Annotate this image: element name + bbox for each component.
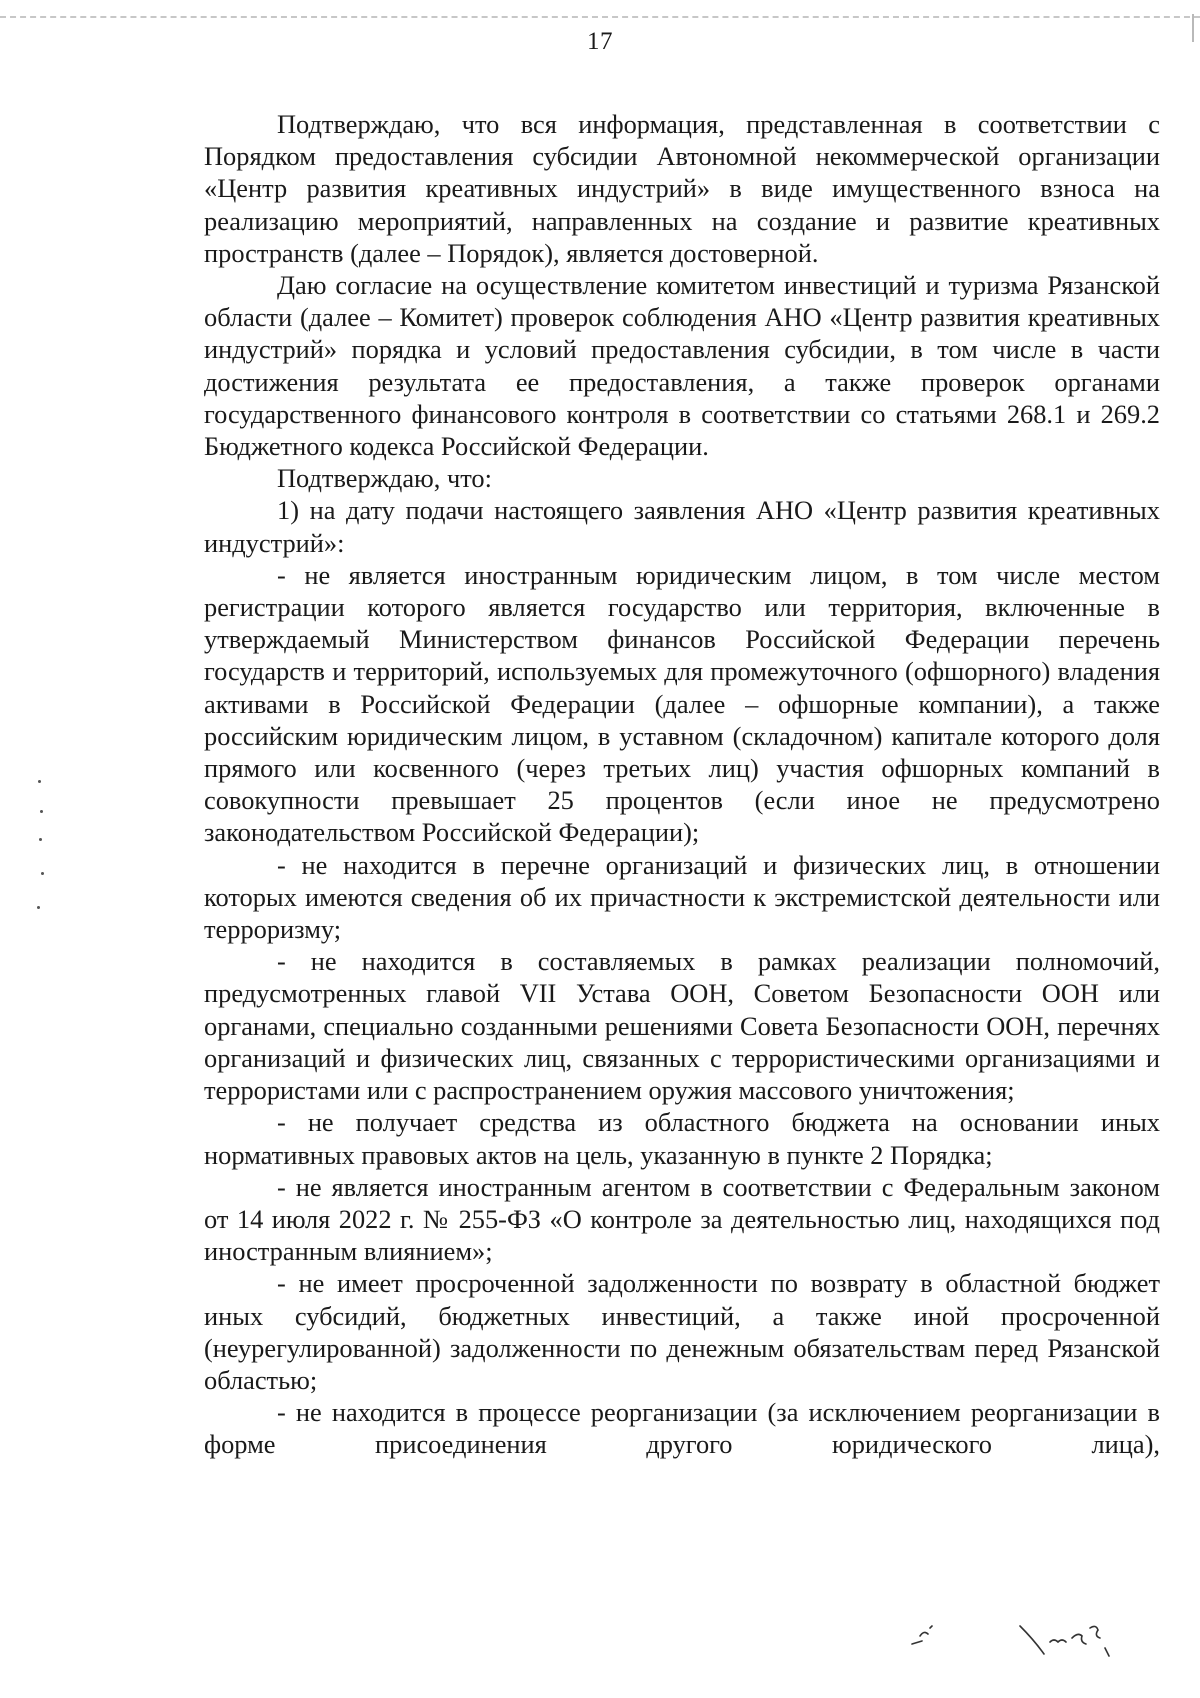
scan-top-edge [0, 16, 1200, 20]
document-body [204, 108, 1160, 1461]
list-item-1: 1) на дату подачи настоящего заявления АНО «Центр развития креативных индустрий»: [204, 495, 1160, 558]
margin-scan-specks [36, 780, 56, 920]
bullet-no-other-funds: - не получает средства из областного бюджета на основании иных нормативных правовых актов на цель, указанную в пункте 2 Порядка; [204, 1107, 1160, 1170]
bullet-no-debt: - не имеет просроченной задолженности по возврату в областной бюджет иных субсидий, бюджетных инвестиций, а также иной просроченной (неурегулированной) задолженности по денежным обязательствам перед Рязанской областью; [204, 1268, 1160, 1395]
paragraph-confirm-info: Подтверждаю, что вся информация, представленная в соответствии с Порядком предоставления субсидии Автономной некоммерческой организации «Центр развития креативных индустрий» в виде имущественного взноса на реализацию мероприятий, направленных на создание и развитие креативных пространств (далее – Порядок), является достоверной. [204, 109, 1160, 268]
bullet-foreign-agent: - не является иностранным агентом в соответствии с Федеральным законом от 14 июля 2022 г. № 255-ФЗ «О контроле за деятельностью лиц, находящихся под иностранным влиянием»; [204, 1171, 1160, 1267]
signature-mark [890, 1598, 1140, 1668]
bullet-extremism: - не находится в перечне организаций и физических лиц, в отношении которых имеются сведения об их причастности к экстремистской деятельности или терроризму; [204, 849, 1160, 945]
paragraph-consent-checks: Даю согласие на осуществление комитетом инвестиций и туризма Рязанской области (далее – Комитет) проверок соблюдения АНО «Центр развития креативных индустрий» порядка и условий предоставления субсидии, в том числе в части достижения результата ее предоставления, а также проверок органами государственного финансового контроля в соответствии со статьями 268.1 и 269.2 Бюджетного кодекса Российской Федерации. [204, 270, 1160, 462]
bullet-un-lists: - не находится в составляемых в рамках реализации полномочий, предусмотренных главой VII Устава ООН, Советом Безопасности ООН или органами, специально созданными решениями Совета Безопасности ООН, перечнях организаций и физических лиц, связанных с террористическими организациями и террористами или с распространением оружия массового уничтожения; [204, 946, 1160, 1106]
page-number: 17 [587, 28, 613, 55]
bullet-reorganization: - не находится в процессе реорганизации (за исключением реорганизации в форме присоединения другого юридического лица), [204, 1397, 1160, 1460]
paragraph-confirm-that: Подтверждаю, что: [277, 463, 492, 494]
bullet-foreign-entity: - не является иностранным юридическим лицом, в том числе местом регистрации которого является государство или территория, включенные в утверждаемый Министерством финансов Российской Федерации перечень государств и территорий, используемых для промежуточного (офшорного) владения активами в Российской Федерации (далее – офшорные компании), а также российским юридическим лицом, в уставном (складочном) капитале которого доля прямого или косвенного (через третьих лиц) участия офшорных компаний в совокупности превышает 25 процентов (если иное не предусмотрено законодательством Российской Федерации); [204, 559, 1160, 848]
